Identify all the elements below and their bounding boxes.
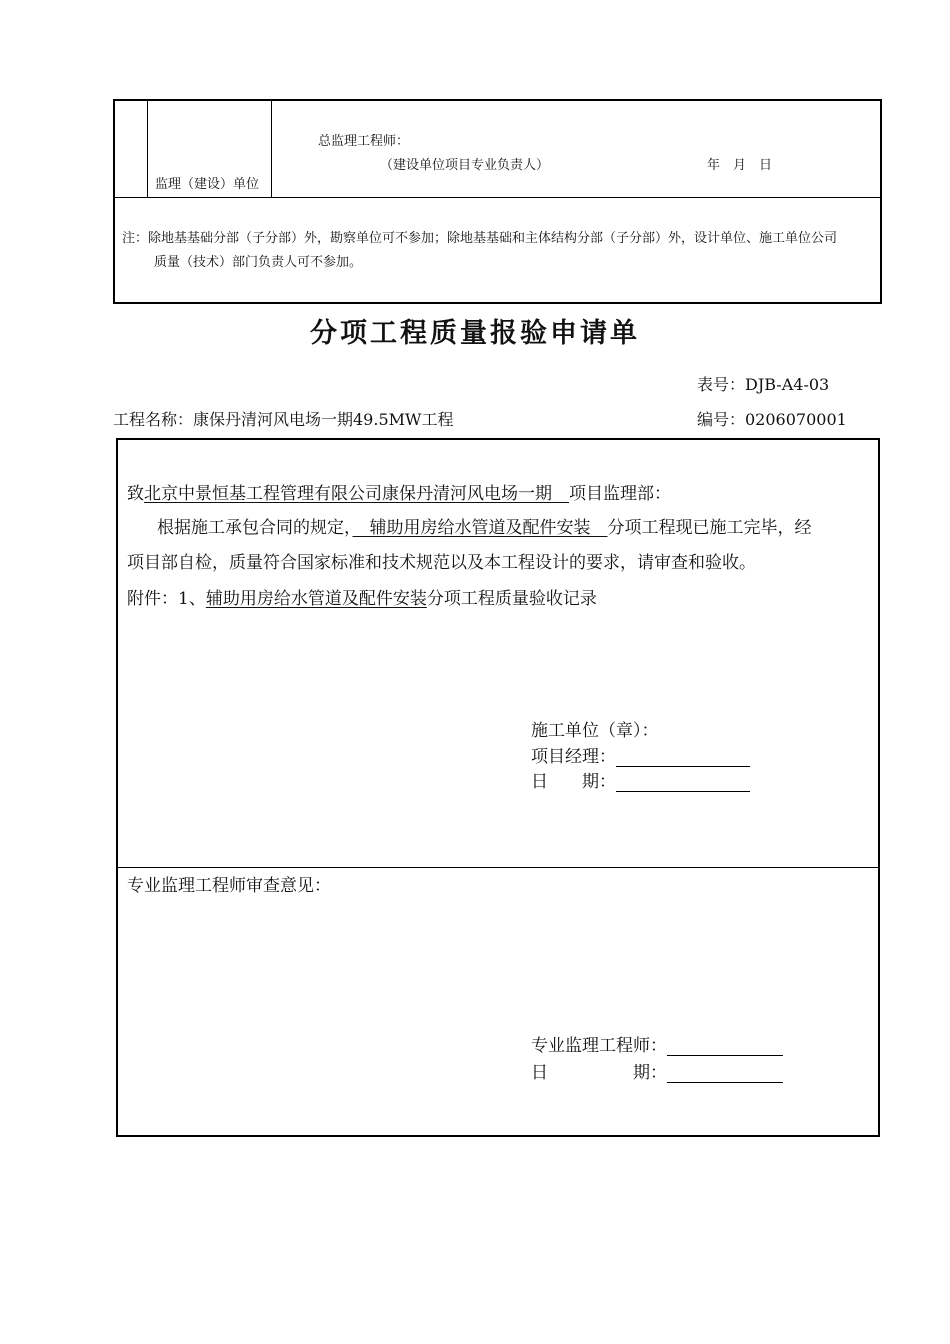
acceptance-signature-table xyxy=(113,99,882,304)
manager-label: 项目经理： xyxy=(531,747,616,767)
date-label: 日 期： xyxy=(531,772,616,792)
to-suffix: 项目监理部： xyxy=(569,484,671,504)
attachment-line xyxy=(127,584,597,609)
review-date-label: 日 期： xyxy=(531,1063,667,1083)
note-line-2: 质量（技术）部门负责人可不参加。 xyxy=(154,255,363,270)
paragraph-line-1 xyxy=(157,513,812,538)
project-name: 工程名称：康保丹清河风电场一期49.5MW工程 xyxy=(113,410,454,429)
date-signature-row xyxy=(531,767,750,792)
owner-rep-label: （建设单位项目专业负责人） xyxy=(380,158,550,173)
serial-number: 编号：0206070001 xyxy=(697,410,847,429)
attachment-item: 辅助用房给水管道及配件安装 xyxy=(205,589,427,609)
attachment-prefix: 附件：1、 xyxy=(127,589,206,609)
engineer-signature-line xyxy=(667,1040,783,1056)
engineer-signature-row xyxy=(531,1031,783,1056)
para1-end: 分项工程现已施工完毕，经 xyxy=(607,518,812,538)
review-date-row xyxy=(531,1058,783,1083)
engineer-label: 专业监理工程师： xyxy=(531,1036,667,1056)
attachment-suffix: 分项工程质量验收记录 xyxy=(426,589,597,609)
review-date-line xyxy=(667,1067,783,1083)
contractor-label: 施工单位（章）： xyxy=(531,721,659,741)
recipient-name: 北京中景恒基工程管理有限公司康保丹清河风电场一期 xyxy=(144,484,569,504)
table-divider xyxy=(271,101,272,197)
table-divider xyxy=(115,197,880,198)
to-prefix: 致 xyxy=(127,484,144,504)
manager-signature-row xyxy=(531,742,750,767)
table-divider xyxy=(147,101,148,197)
item-name: 辅助用房给水管道及配件安装 xyxy=(352,518,608,538)
para1-start: 根据施工承包合同的规定， xyxy=(157,518,353,538)
application-table xyxy=(116,438,880,1137)
date-label: 年 月 日 xyxy=(707,158,773,173)
addressee-line xyxy=(127,479,671,504)
note-line-1: 注：除地基基础分部（子分部）外，勘察单位可不参加；除地基基础和主体结构分部（子分部）外，设计单位、施工单位公司 xyxy=(122,231,838,246)
form-number: 表号：DJB-A4-03 xyxy=(697,375,830,394)
form-title: 分项工程质量报验申请单 xyxy=(310,318,640,349)
manager-signature-line xyxy=(616,751,750,767)
paragraph-line-2: 项目部自检，质量符合国家标准和技术规范以及本工程设计的要求，请审查和验收。 xyxy=(127,553,756,573)
chief-engineer-label: 总监理工程师： xyxy=(318,134,410,149)
date-signature-line xyxy=(616,776,750,792)
section-divider xyxy=(118,867,878,868)
review-opinion-label: 专业监理工程师审查意见： xyxy=(127,876,331,896)
unit-label: 监理（建设）单位 xyxy=(155,177,260,192)
